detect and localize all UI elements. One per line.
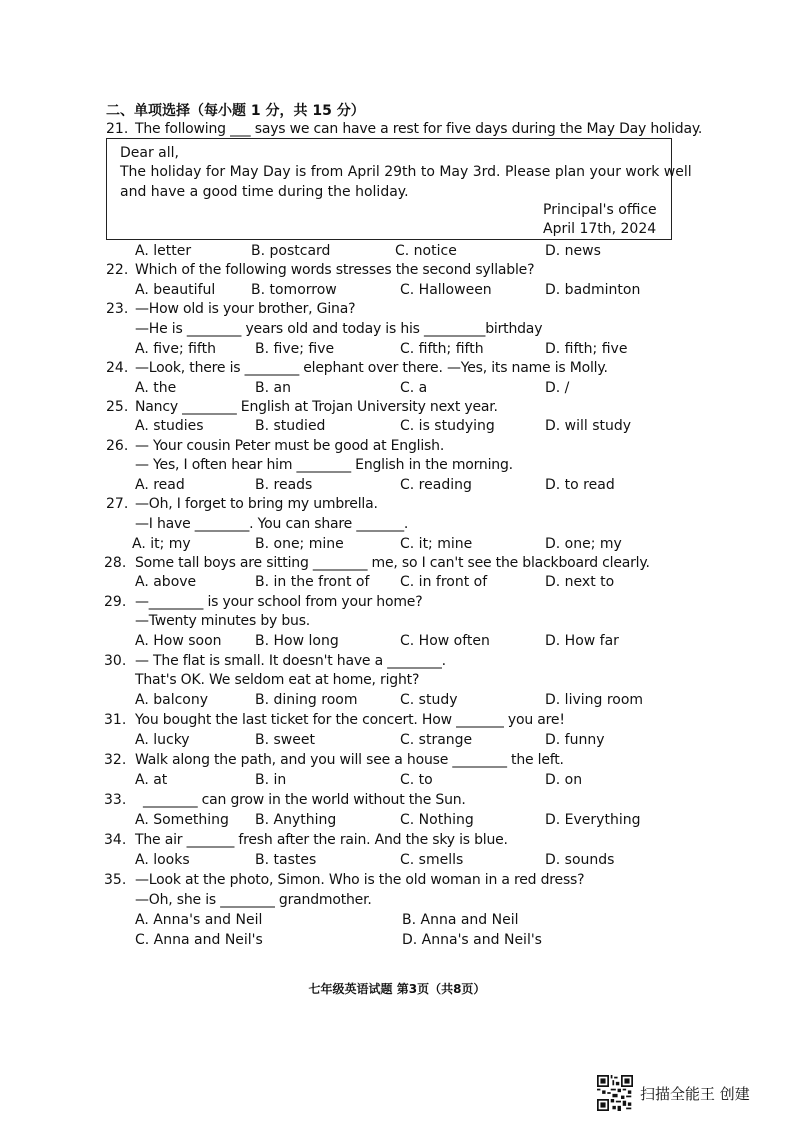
- question-number: 32.: [104, 752, 127, 768]
- question-stem: —________ is your school from your home?: [135, 594, 423, 610]
- option-a: A. at: [135, 772, 168, 788]
- option-a: A. letter: [135, 243, 192, 259]
- option-c: C. to: [400, 772, 433, 788]
- option-c: C. Halloween: [400, 282, 492, 298]
- notice-signature: Principal's office: [543, 202, 657, 218]
- question-number: 33.: [104, 792, 127, 808]
- question-number: 22.: [106, 262, 129, 278]
- option-b: B. tomorrow: [251, 282, 337, 298]
- option-d: D. will study: [545, 418, 632, 434]
- option-b: B. tastes: [255, 852, 317, 868]
- section-title: 二、单项选择（每小题 1 分，共 15 分）: [106, 103, 365, 119]
- option-d: D. funny: [545, 732, 605, 748]
- option-d: D. How far: [545, 633, 619, 649]
- option-c: C. Anna and Neil's: [135, 932, 263, 948]
- option-b: B. an: [255, 380, 291, 396]
- question-stem: Nancy ________ English at Trojan University next year.: [135, 399, 498, 415]
- option-c: C. fifth; fifth: [400, 341, 484, 357]
- option-a: A. it; my: [132, 536, 191, 552]
- option-c: C. Nothing: [400, 812, 474, 828]
- option-c: C. smells: [400, 852, 464, 868]
- option-a: A. Anna's and Neil: [135, 912, 263, 928]
- option-d: D. next to: [545, 574, 615, 590]
- option-a: A. studies: [135, 418, 204, 434]
- option-a: A. read: [135, 477, 185, 493]
- question-stem: —Oh, I forget to bring my umbrella.: [135, 496, 378, 512]
- question-number: 31.: [104, 712, 127, 728]
- question-stem: The air _______ fresh after the rain. And the sky is blue.: [135, 832, 508, 848]
- question-number: 24.: [106, 360, 129, 376]
- option-a: A. balcony: [135, 692, 209, 708]
- question-number: 29.: [104, 594, 127, 610]
- option-d: D. fifth; five: [545, 341, 628, 357]
- notice-body-line: The holiday for May Day is from April 29th to May 3rd. Please plan your work well: [120, 164, 692, 180]
- notice-body-line: and have a good time during the holiday.: [120, 184, 409, 200]
- question-number: 21.: [106, 121, 129, 137]
- option-b: B. five; five: [255, 341, 335, 357]
- option-c: C. How often: [400, 633, 490, 649]
- question-number: 35.: [104, 872, 127, 888]
- option-b: B. in: [255, 772, 287, 788]
- question-number: 30.: [104, 653, 127, 669]
- question-number: 25.: [106, 399, 129, 415]
- question-number: 27.: [106, 496, 129, 512]
- option-a: A. above: [135, 574, 197, 590]
- question-stem: —How old is your brother, Gina?: [135, 301, 356, 317]
- option-d: D. news: [545, 243, 601, 259]
- question-stem: — The flat is small. It doesn't have a ________.: [135, 653, 446, 669]
- option-b: B. in the front of: [255, 574, 370, 590]
- question-number: 34.: [104, 832, 127, 848]
- question-stem: —I have ________. You can share _______.: [135, 516, 409, 532]
- option-b: B. Anna and Neil: [402, 912, 519, 928]
- option-d: D. to read: [545, 477, 615, 493]
- option-c: C. strange: [400, 732, 473, 748]
- question-stem: That's OK. We seldom eat at home, right?: [135, 672, 420, 688]
- option-b: B. How long: [255, 633, 339, 649]
- option-b: B. Anything: [255, 812, 337, 828]
- question-stem: — Yes, I often hear him ________ English in the morning.: [135, 457, 513, 473]
- page-footer: 七年级英语试题 第3页（共8页）: [308, 982, 486, 996]
- question-number: 26.: [106, 438, 129, 454]
- option-a: A. beautiful: [135, 282, 216, 298]
- option-d: D. on: [545, 772, 583, 788]
- option-b: B. dining room: [255, 692, 358, 708]
- question-stem: Walk along the path, and you will see a house ________ the left.: [135, 752, 564, 768]
- option-b: B. postcard: [251, 243, 331, 259]
- question-stem: —Twenty minutes by bus.: [135, 613, 311, 629]
- option-c: C. in front of: [400, 574, 488, 590]
- option-c: C. study: [400, 692, 458, 708]
- option-d: D. Everything: [545, 812, 641, 828]
- qr-code-icon: [597, 1075, 633, 1111]
- question-stem: —He is ________ years old and today is his _________birthday: [135, 321, 543, 337]
- option-b: B. sweet: [255, 732, 315, 748]
- question-stem: — Your cousin Peter must be good at English.: [135, 438, 445, 454]
- question-stem: The following ___ says we can have a rest for five days during the May Day holiday.: [135, 121, 703, 137]
- option-c: C. it; mine: [400, 536, 473, 552]
- question-stem: Some tall boys are sitting ________ me, so I can't see the blackboard clearly.: [135, 555, 650, 571]
- notice-box: [106, 138, 692, 240]
- notice-date: April 17th, 2024: [543, 221, 657, 237]
- scanner-watermark: 扫描全能王 创建: [640, 1085, 750, 1103]
- option-c: C. is studying: [400, 418, 495, 434]
- question-stem: —Oh, she is ________ grandmother.: [135, 892, 372, 908]
- option-b: B. studied: [255, 418, 326, 434]
- option-c: C. a: [400, 380, 428, 396]
- option-c: C. reading: [400, 477, 472, 493]
- option-d: D. one; my: [545, 536, 622, 552]
- option-d: D. badminton: [545, 282, 641, 298]
- option-c: C. notice: [395, 243, 457, 259]
- question-stem: —Look at the photo, Simon. Who is the old woman in a red dress?: [135, 872, 585, 888]
- option-d: D. living room: [545, 692, 644, 708]
- option-a: A. the: [135, 380, 177, 396]
- option-b: B. reads: [255, 477, 313, 493]
- option-b: B. one; mine: [255, 536, 344, 552]
- option-d: D. /: [545, 380, 570, 396]
- option-a: A. five; fifth: [135, 341, 216, 357]
- question-stem: You bought the last ticket for the concert. How _______ you are!: [135, 712, 565, 728]
- option-a: A. looks: [135, 852, 190, 868]
- question-number: 23.: [106, 301, 129, 317]
- option-a: A. Something: [135, 812, 229, 828]
- notice-greeting: Dear all,: [120, 145, 179, 161]
- question-stem: Which of the following words stresses the second syllable?: [135, 262, 535, 278]
- question-number: 28.: [104, 555, 127, 571]
- question-stem: ________ can grow in the world without the Sun.: [143, 792, 466, 808]
- option-d: D. Anna's and Neil's: [402, 932, 542, 948]
- question-stem: —Look, there is ________ elephant over there. —Yes, its name is Molly.: [135, 360, 608, 376]
- option-a: A. How soon: [135, 633, 222, 649]
- option-a: A. lucky: [135, 732, 190, 748]
- option-d: D. sounds: [545, 852, 615, 868]
